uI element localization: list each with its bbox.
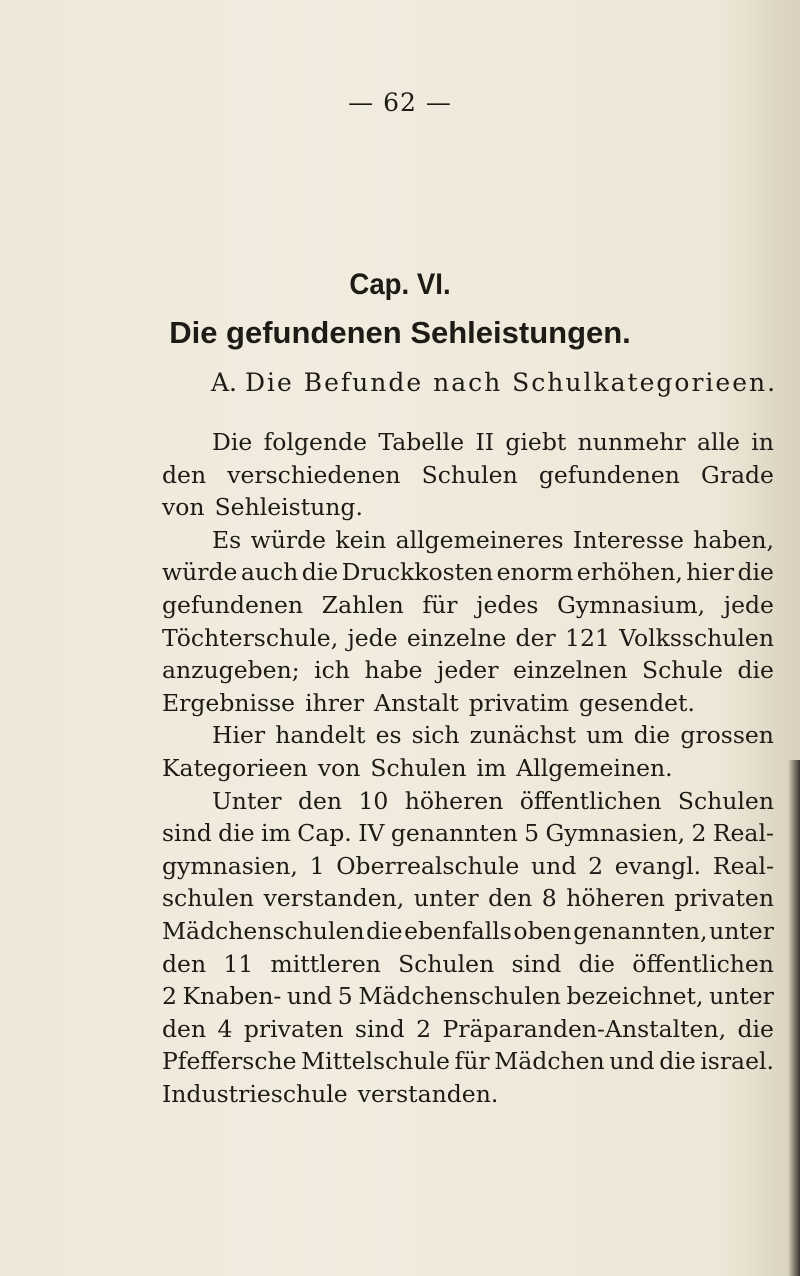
text-line: den 11 mittleren Schulen sind die öffentlichen xyxy=(162,949,774,978)
chapter-heading: Cap. VI. xyxy=(349,268,451,301)
subsection-text: Die Befunde nach Schulkategorieen. xyxy=(244,368,778,397)
text-line: Hier handelt es sich zunächst um die grossen xyxy=(212,721,774,750)
text-line: von Sehleistung. xyxy=(162,493,363,522)
text-line: würde auch die Druckkosten enorm erhöhen, hier die xyxy=(162,558,774,587)
text-line: Pfeffersche Mittelschule für Mädchen und die israel. xyxy=(162,1047,774,1076)
text-line: Unter den 10 höheren öffentlichen Schulen xyxy=(212,786,774,815)
body-text xyxy=(162,426,774,1110)
section-title: Die gefundenen Sehleistungen. xyxy=(169,315,631,350)
text-line: Industrieschule verstanden. xyxy=(162,1079,499,1108)
text-line: sind die im Cap. IV genannten 5 Gymnasien, 2 Real- xyxy=(162,819,774,848)
text-line: Die folgende Tabelle II giebt nunmehr alle in xyxy=(212,428,774,456)
text-line: anzugeben; ich habe jeder einzelnen Schule die xyxy=(162,656,774,685)
page-edge-shadow xyxy=(788,760,800,1276)
text-line: den verschiedenen Schulen gefundenen Grade xyxy=(162,460,774,489)
text-line: Kategorieen von Schulen im Allgemeinen. xyxy=(162,753,673,782)
text-line: gymnasien, 1 Oberrealschule und 2 evangl. Real- xyxy=(162,851,774,880)
text-line: 2 Knaben- und 5 Mädchenschulen bezeichnet, unter xyxy=(162,982,774,1011)
text-line: Ergebnisse ihrer Anstalt privatim gesendet. xyxy=(162,688,695,717)
subsection-prefix: A. xyxy=(211,368,238,397)
text-line: Töchterschule, jede einzelne der 121 Volksschulen xyxy=(162,623,774,652)
text-line: gefundenen Zahlen für jedes Gymnasium, jede xyxy=(162,590,774,619)
text-line: schulen verstanden, unter den 8 höheren privaten xyxy=(162,884,774,913)
page-number: — 62 — xyxy=(348,88,452,117)
text-line: Es würde kein allgemeineres Interesse haben, xyxy=(212,525,774,554)
subsection-heading xyxy=(211,368,778,397)
text-line: Mädchenschulen die ebenfalls oben genannten, unter xyxy=(162,916,774,945)
text-line: den 4 privaten sind 2 Präparanden-Anstalten, die xyxy=(162,1014,774,1043)
